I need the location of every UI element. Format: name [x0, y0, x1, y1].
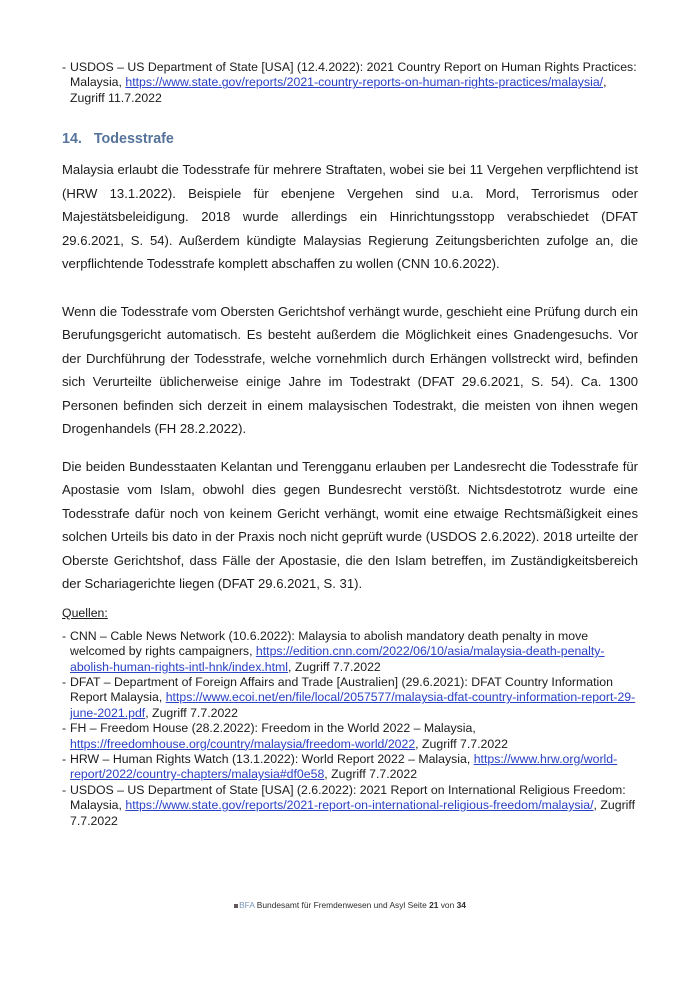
source-link[interactable]: https://www.state.gov/reports/2021-report-on-international-religious-freedom/malaysia/ — [125, 798, 594, 813]
source-access-date: , Zugriff 11.7.2022 — [70, 75, 607, 105]
paragraph-1: Malaysia erlaubt die Todesstrafe für mehrere Straftaten, wobei sie bei 11 Vergehen verpflichtend ist (HRW 13.1.2022). Beispiele für ebenjene Vergehen sind u.a. Mord, Terrorismus oder Majestätsbeleidigung. 2018 wurde allerdings ein Hinrichtungsstopp verabschiedet (DFAT 29.6.2021, S. 54). Außerdem kündigte Malaysias Regierung Zeitungsberichten zufolge an, die verpflichtende Todesstrafe komplett abschaffen zu wollen (CNN 10.6.2022). — [62, 162, 638, 272]
source-text: HRW – Human Rights Watch (13.1.2022): World Report 2022 – Malaysia, — [70, 751, 474, 766]
source-access-date: , Zugriff 7.7.2022 — [288, 659, 381, 674]
source-link[interactable]: https://edition.cnn.com/2022/06/10/asia/malaysia-death-penalty-abolish-human-rights-intl-hnk/index.html — [70, 644, 605, 674]
source-item-usdos-2021 — [62, 60, 638, 106]
source-access-date: , Zugriff 7.7.2022 — [415, 736, 508, 751]
section-heading — [62, 131, 638, 147]
source-list — [62, 629, 638, 829]
source-text: DFAT – Department of Foreign Affairs and Trade [Australien] (29.6.2021): DFAT Country Information Report Malaysia, — [70, 674, 613, 705]
source-link[interactable]: https://www.ecoi.net/en/file/local/2057577/malaysia-dfat-country-information-report-29-june-2021.pdf — [70, 690, 636, 720]
source-list-top — [62, 60, 638, 106]
bullet-dash: - — [62, 60, 67, 74]
paragraph-2: Wenn die Todesstrafe vom Obersten Gerichtshof verhängt wurde, geschieht eine Prüfung durch ein Berufungsgericht automatisch. Es besteht außerdem die Möglichkeit eines Gnadengesuchs. Vor der Durchführung der Todesstrafe, welche vornehmlich durch Erhängen vollstreckt wird, befinden sich Verurteilte üblicherweise einige Jahre im Todestrakt (DFAT 29.6.2021, S. 54). Ca. 1300 Personen befinden sich derzeit in einem malaysischen Todestrakt, die meisten von ihnen wegen Drogenhandels (FH 28.2.2022). — [62, 303, 638, 437]
footer-page-total: 34 — [456, 900, 466, 910]
source-link[interactable]: https://www.state.gov/reports/2021-country-reports-on-human-rights-practices/malaysia/ — [125, 75, 604, 90]
source-item-hrw — [62, 752, 638, 783]
bullet-dash: - — [62, 782, 67, 797]
page-content — [62, 60, 638, 829]
section-title: Todesstrafe — [93, 131, 174, 148]
source-link[interactable]: https://www.hrw.org/world-report/2022/country-chapters/malaysia#df0e58 — [70, 751, 618, 782]
bullet-dash: - — [62, 721, 67, 736]
footer-org: Bundesamt für Fremdenwesen und Asyl — [256, 900, 406, 910]
paragraph-3: Die beiden Bundesstaaten Kelantan und Terengganu erlauben per Landesrecht die Todesstrafe für Apostasie vom Islam, obwohl dies gegen Bundesrecht verstößt. Nichtsdestotrotz wurde eine Todesstrafe dafür noch von keinem Gericht verhängt, womit eine etwaige Rechtsmäßigkeit eines solchen Urteils bis dato in der Praxis noch nicht geprüft wurde (USDOS 2.6.2022). 2018 urteilte der Oberste Gerichtshof, dass Fälle der Apostasie, die den Islam betreffen, im Zuständigkeitsbereich der Schariagerichte liegen (DFAT 29.6.2021, S. 31). — [62, 458, 638, 592]
bullet-dash: - — [62, 751, 67, 766]
source-item-fh — [62, 721, 638, 752]
footer-page-label: Seite — [407, 900, 427, 910]
footer-of-label: von — [440, 900, 455, 910]
source-access-date: , Zugriff 7.7.2022 — [70, 798, 636, 828]
section-number: 14. — [62, 131, 82, 148]
source-access-date: , Zugriff 7.7.2022 — [145, 705, 238, 720]
footer-page-number: 21 — [429, 900, 439, 910]
bullet-dash: - — [62, 674, 67, 689]
source-item-dfat — [62, 675, 638, 721]
source-text: CNN – Cable News Network (10.6.2022): Malaysia to abolish mandatory death penalty in move welcomed by rights campaigners, — [70, 628, 589, 659]
source-text: USDOS – US Department of State [USA] (12.4.2022): 2021 Country Report on Human Rights Practices: Malaysia, — [70, 60, 637, 90]
source-item-usdos-religious — [62, 783, 638, 829]
source-item-cnn — [62, 629, 638, 675]
sources-label: Quellen: — [62, 605, 108, 620]
bfa-logo-text: BFA — [239, 900, 255, 910]
source-text: FH – Freedom House (28.2.2022): Freedom in the World 2022 – Malaysia, — [70, 721, 476, 736]
bfa-logo-icon — [234, 904, 238, 908]
source-text: USDOS – US Department of State [USA] (2.6.2022): 2021 Report on International Religious Freedom: Malaysia, — [70, 782, 626, 813]
source-access-date: , Zugriff 7.7.2022 — [324, 767, 418, 782]
page-footer — [0, 899, 700, 911]
bullet-dash: - — [62, 628, 67, 643]
source-link[interactable]: https://freedomhouse.org/country/malaysia/freedom-world/2022 — [70, 736, 416, 751]
